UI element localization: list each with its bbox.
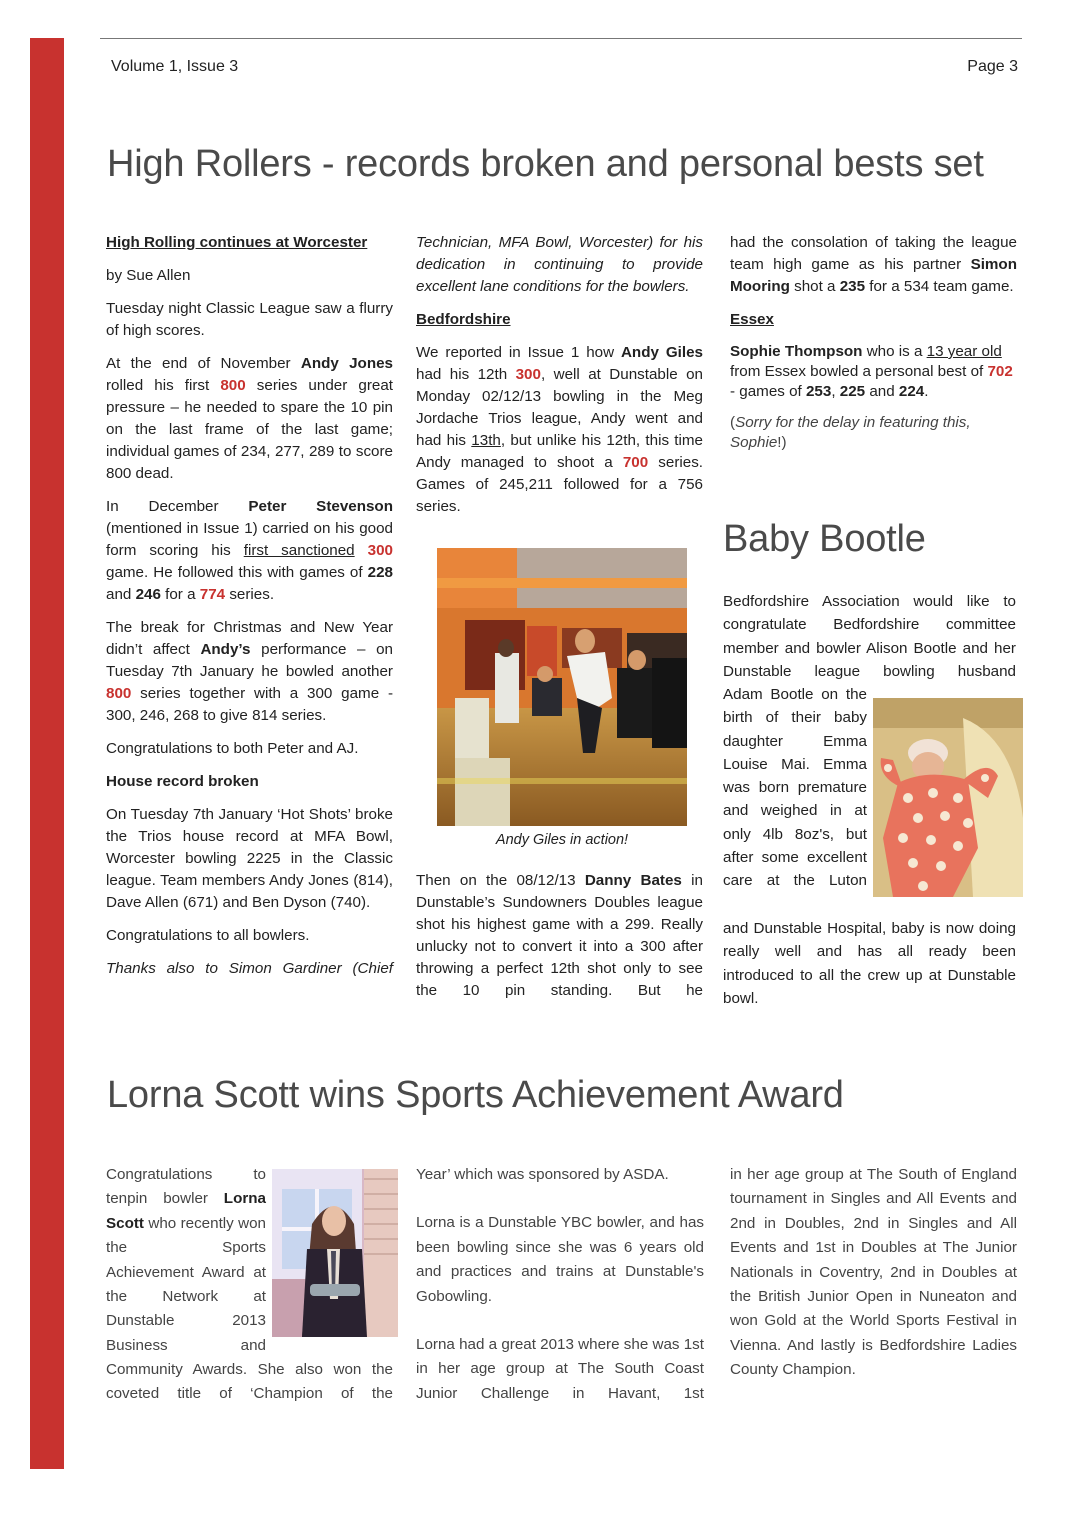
lorna-intro-cont bbox=[106, 1358, 393, 1407]
subheading-essex: Essex bbox=[730, 311, 774, 328]
column-1 bbox=[106, 232, 393, 991]
article-title-lorna-scott: Lorna Scott wins Sports Achievement Award bbox=[107, 1074, 844, 1116]
paragraph: Year’ which was sponsored by ASDA. bbox=[416, 1166, 669, 1183]
paragraph: The break for Christmas and New Year didn’t affect Andy’s performance – on Tuesday 7th January he bowled another 800 series together with a 300 game - 300, 246, 268 to give 814 series. bbox=[106, 619, 393, 724]
column-3 bbox=[730, 232, 1017, 464]
red-margin-bar bbox=[30, 38, 64, 1469]
subheading-worcester: High Rolling continues at Worcester bbox=[106, 234, 368, 251]
paragraph: Congratulations to both Peter and AJ. bbox=[106, 740, 359, 757]
lorna-column-2 bbox=[416, 1163, 704, 1406]
baby-bootle-wrap bbox=[723, 683, 867, 893]
paragraph: Bedfordshire Association would like to congratulate Bedfordshire committee member and bowler Alison Bootle and her Dunstable league bowling husband bbox=[723, 593, 1016, 680]
header-rule bbox=[100, 38, 1022, 39]
photo-caption: Andy Giles in action! bbox=[495, 832, 629, 848]
photo-lorna-scott bbox=[272, 1169, 398, 1337]
paragraph-apology: (Sorry for the delay in featuring this, Sophie!) bbox=[730, 414, 971, 451]
lorna-image bbox=[272, 1169, 398, 1337]
paragraph: In December Peter Stevenson (mentioned in Issue 1) carried on his good form scoring his first sanctioned 300 game. He followed this with games of 228 and 246 for a 774 series. bbox=[106, 498, 393, 603]
paragraph: Community Awards. She also won the coveted title of ‘Champion of the bbox=[106, 1361, 393, 1403]
paragraph: We reported in Issue 1 how Andy Giles had his 12th 300, well at Dunstable on Monday 02/12/13 bowling in the Meg Jordache Trios league, Andy went and had his 13th, but unlike his 12th, this time Andy managed to shoot a 700 series. Games of 245,211 followed for a 756 series. bbox=[416, 344, 704, 515]
lorna-column-3 bbox=[730, 1163, 1017, 1383]
subheading-bedfordshire: Bedfordshire bbox=[416, 311, 511, 328]
paragraph: and Dunstable Hospital, baby is now doing really well and has all ready been introduced to all the crew up at Dunstable bowl. bbox=[723, 920, 1016, 1007]
page-number: Page 3 bbox=[967, 58, 1018, 75]
baby-bootle-intro bbox=[723, 590, 1016, 683]
paragraph: On Tuesday 7th January ‘Hot Shots’ broke the Trios house record at MFA Bowl, Worcester bowling 2225 in the Classic league. Team members Andy Jones (814), Dave Allen (671) and Ben Dyson (740). bbox=[106, 806, 393, 911]
column-2 bbox=[416, 232, 703, 529]
lorna-intro-wrap bbox=[106, 1163, 266, 1358]
baby-bootle-end bbox=[723, 917, 1016, 1010]
photo-baby-emma bbox=[873, 698, 1023, 897]
paragraph: in her age group at The South of England tournament in Singles and All Events and 2nd in Doubles, 2nd in Singles and All Events and 1st in Doubles at The Junior Nationals in Coventry, 2nd in Doubles at the British Junior Open in Nuneaton and won Gold at the World Sports Festival in Vienna. And lastly is Bedfordshire Ladies County Champion. bbox=[730, 1166, 1017, 1379]
bowling-alley-image bbox=[437, 548, 687, 826]
subheading-house-record: House record broken bbox=[106, 773, 259, 790]
paragraph: Sophie Thompson who is a 13 year old from Essex bowled a personal best of 702 - games of 253, 225 and 224. bbox=[730, 343, 1013, 400]
byline: by Sue Allen bbox=[106, 267, 191, 284]
paragraph-thanks-cont: Technician, MFA Bowl, Worcester) for his dedication in continuing to provide excellent lane conditions for the bowlers. bbox=[416, 234, 703, 295]
article-title-baby-bootle: Baby Bootle bbox=[723, 518, 926, 560]
paragraph-thanks: Thanks also to Simon Gardiner (Chief bbox=[106, 960, 393, 977]
article-title-high-rollers: High Rollers - records broken and personal bests set bbox=[107, 143, 984, 185]
paragraph: Lorna had a great 2013 where she was 1st in her age group at The South Coast Junior Challenge in Havant, 1st bbox=[416, 1336, 704, 1402]
baby-image bbox=[873, 698, 1023, 897]
column-2-lower bbox=[416, 870, 703, 1013]
volume-issue-label: Volume 1, Issue 3 bbox=[111, 58, 239, 75]
paragraph: had the consolation of taking the league team high game as his partner Simon Mooring shot a 235 for a 534 team game. bbox=[730, 234, 1017, 295]
paragraph: Then on the 08/12/13 Danny Bates in Dunstable’s Sundowners Doubles league shot his highest game with a 299. Really unlucky not to convert it into a 300 after throwing a perfect 12th shot only to see the 10 pin standing. But he bbox=[416, 872, 703, 999]
paragraph: Adam Bootle on the birth of their baby daughter Emma Louise Mai. Emma was born premature and weighed in at only 4lb 8oz's, but after some excellent care at the Luton bbox=[723, 686, 867, 890]
photo-andy-giles-bowling bbox=[437, 548, 687, 826]
paragraph: Tuesday night Classic League saw a flurry of high scores. bbox=[106, 300, 393, 339]
paragraph: At the end of November Andy Jones rolled his first 800 series under great pressure – he needed to spare the 10 pin on the last frame of the last game; individual games of 234, 277, 289 to score 800 dead. bbox=[106, 355, 393, 482]
paragraph: Congratulations to tenpin bowler Lorna Scott who recently won the Sports Achievement Award at the Network at Dunstable 2013 Business and bbox=[106, 1166, 266, 1354]
paragraph: Congratulations to all bowlers. bbox=[106, 927, 310, 944]
paragraph: Lorna is a Dunstable YBC bowler, and has been bowling since she was 6 years old and practices and trains at Dunstable's Gobowling. bbox=[416, 1214, 704, 1305]
